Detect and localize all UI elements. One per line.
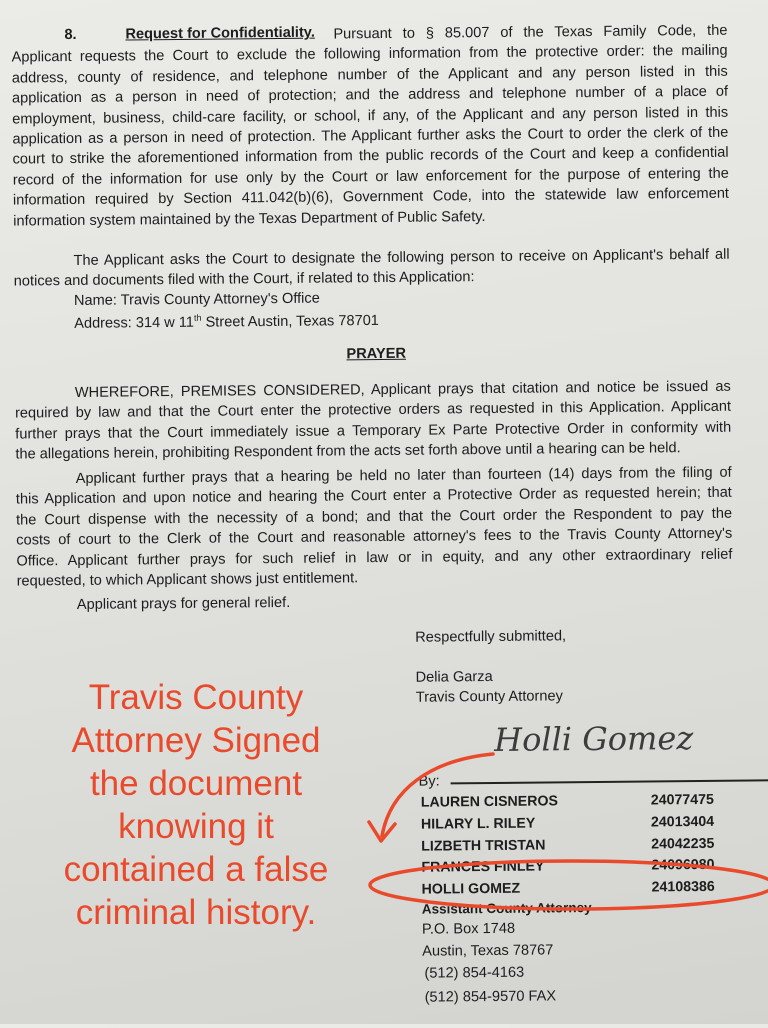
designee-address: Address: 314 w 11th Street Austin, Texas 78701 xyxy=(74,312,379,332)
text-line: Office. Applicant further prays for such relief in law or in equity, and any other extraordinary relief xyxy=(16,546,733,570)
annotation-arrow xyxy=(382,754,493,836)
annotation-circle xyxy=(370,861,768,909)
attorney-bar-number: 24108386 xyxy=(651,878,715,896)
text-line: application as a person in need of protection; and the address and telephone number of a place of xyxy=(11,83,729,107)
text-line: court to strike the aforementioned information from the public records of the Court and keep a confidential xyxy=(12,145,729,168)
fax: (512) 854-9570 FAX xyxy=(424,988,557,1006)
attorney-bar-number: 24077475 xyxy=(650,791,714,809)
attorney-bar-number: 24013404 xyxy=(650,813,715,831)
by-label: By: xyxy=(418,773,440,790)
text-line: the allegations herein, prohibiting Respondent from the acts set forth above until a hearing can be held. xyxy=(15,440,681,463)
signer-name: Delia Garza xyxy=(415,668,493,686)
text-line: required by law and that the Court enter the protective orders as requested in this Application. Applicant xyxy=(14,399,732,422)
text-line: this Application and upon notice and hearing the Court enter a Protective Order as requested herein; that xyxy=(15,485,732,508)
closing-text: Respectfully submitted, xyxy=(415,628,567,646)
prayer-heading: PRAYER xyxy=(346,345,407,363)
annotation-line: the document xyxy=(89,764,303,803)
po-box: P.O. Box 1748 xyxy=(421,920,516,938)
text-line: WHEREFORE, PREMISES CONSIDERED, Applicant prays that citation and notice be issued as xyxy=(74,378,731,401)
text-line: costs of court to the Clerk of the Court and reasonable attorney's fees to the Travis County Attorney's xyxy=(16,525,733,549)
attorney-name: HOLLI GOMEZ xyxy=(421,880,521,898)
designee-name: Name: Travis County Attorney's Office xyxy=(73,290,320,309)
attorney-name: HILARY L. RILEY xyxy=(420,815,536,833)
annotation-line: Travis County xyxy=(88,678,304,717)
section-heading: Request for Confidentiality. xyxy=(125,24,315,43)
handwritten-signature: Holli Gomez xyxy=(494,719,694,759)
attorney-name: LIZBETH TRISTAN xyxy=(421,837,546,855)
signer-title: Travis County Attorney xyxy=(415,688,563,706)
text-line: requested, to which Applicant shows just entitlement. xyxy=(16,570,359,590)
attorney-bar-number: 24042235 xyxy=(651,835,715,853)
text-line: employment, business, child-care facility, or school, if any, of the Applicant and any person listed in this xyxy=(12,104,729,128)
attorney-name: LAUREN CISNEROS xyxy=(420,793,559,811)
attorney-bar-number: 24096980 xyxy=(651,856,715,874)
text-line: The Applicant asks the Court to designate the following person to receive on Applicant's behalf all xyxy=(73,246,730,269)
text-line: information system maintained by the Texas Department of Public Safety. xyxy=(13,208,486,230)
city-state-zip: Austin, Texas 78767 xyxy=(422,942,554,960)
text-line: further prays that the Court immediately issue a Temporary Ex Parte Protective Order in conformity with xyxy=(15,419,732,443)
phone: (512) 854-4163 xyxy=(424,964,525,982)
text-line: Applicant requests the Court to exclude the following information from the protective order: the mailing xyxy=(11,43,728,66)
text-line: Applicant further prays that a hearing be held no later than fourteen (14) days from the filing of xyxy=(75,464,732,487)
text-line: application as a person in need of protection. The Applicant further asks the Court to order the clerk of the xyxy=(12,124,729,148)
text-line: record of the information for use only by the Court or law enforcement for the purpose of entering the xyxy=(12,165,729,189)
attorney-name: FRANCES FINLEY xyxy=(421,858,545,876)
annotation-line: criminal history. xyxy=(75,893,317,932)
general-relief: Applicant prays for general relief. xyxy=(76,594,291,613)
attorney-role: Assistant County Attorney xyxy=(421,900,592,917)
text-line: the Court dispense with the necessity of a bond; and that the Court order the Respondent to pay the xyxy=(15,505,733,529)
text-line: information required by Section 411.042(b)(6), Government Code, into the statewide law enforcement xyxy=(12,185,730,209)
annotation-line: contained a false xyxy=(63,850,329,889)
text-line: Pursuant to § 85.007 of the Texas Family Code, the xyxy=(333,22,728,43)
section-number: 8. xyxy=(64,26,77,44)
annotation-line: Attorney Signed xyxy=(71,721,321,760)
annotation-line: knowing it xyxy=(118,807,274,846)
text-line: address, county of residence, and telephone number of the Applicant and any person listed in this xyxy=(11,63,728,87)
text-line: notices and documents filed with the Court, if related to this Application: xyxy=(13,269,475,290)
